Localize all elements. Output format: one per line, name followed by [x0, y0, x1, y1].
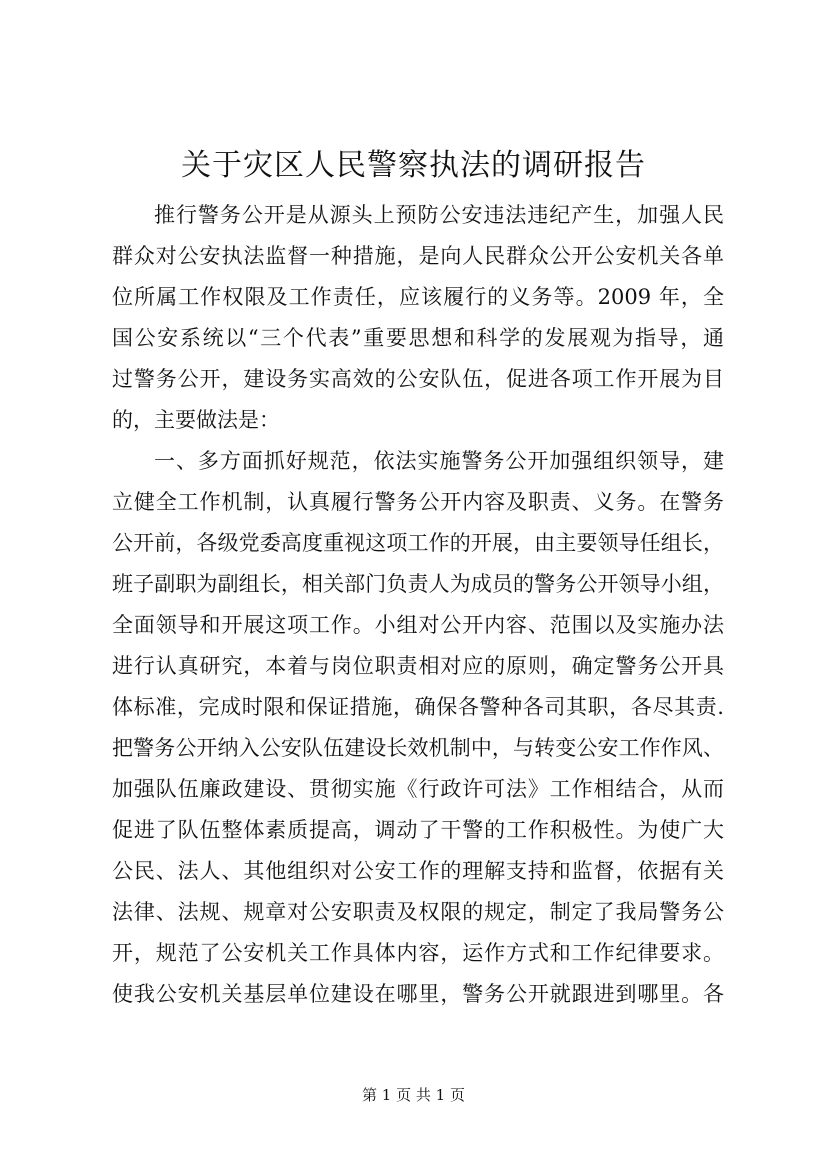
document-body	[112, 195, 724, 1015]
paragraph-1-line-6: 的，主要做法是：	[112, 408, 280, 432]
paragraph-2-line-3: 公开前，各级党委高度重视这项工作的开展，由主要领导任组长，	[112, 531, 724, 555]
page-footer: 第 1 页 共 1 页	[362, 1086, 465, 1104]
paragraph-2-line-4: 班子副职为副组长，相关部门负责人为成员的警务公开领导小组，	[112, 572, 724, 596]
paragraph-2-line-5: 全面领导和开展这项工作。小组对公开内容、范围以及实施办法	[112, 613, 724, 637]
paragraph-1-line-5: 过警务公开，建设务实高效的公安队伍，促进各项工作开展为目	[112, 367, 724, 391]
paragraph-2-line-9: 加强队伍廉政建设、贯彻实施《行政许可法》工作相结合，从而	[112, 777, 724, 801]
paragraph-1-line-2: 群众对公安执法监督一种措施，是向人民群众公开公安机关各单	[112, 244, 724, 268]
paragraph-2-line-1: 一、多方面抓好规范，依法实施警务公开加强组织领导，建	[154, 449, 724, 473]
paragraph-2-line-10: 促进了队伍整体素质提高，调动了干警的工作积极性。为使广大	[112, 818, 724, 842]
paragraph-1-line-1: 推行警务公开是从源头上预防公安违法违纪产生，加强人民	[154, 203, 724, 227]
paragraph-2-line-7: 体标准，完成时限和保证措施，确保各警种各司其职，各尽其责.	[112, 695, 724, 719]
document-title: 关于灾区人民警察执法的调研报告	[181, 148, 646, 183]
paragraph-2-line-2: 立健全工作机制，认真履行警务公开内容及职责、义务。在警务	[112, 490, 724, 514]
paragraph-2-line-11: 公民、法人、其他组织对公安工作的理解支持和监督，依据有关	[112, 859, 724, 883]
paragraph-2-line-14: 使我公安机关基层单位建设在哪里，警务公开就跟进到哪里。各	[112, 982, 724, 1006]
paragraph-1-line-4: 国公安系统以“三个代表”重要思想和科学的发展观为指导，通	[112, 326, 724, 350]
paragraph-1-line-3: 位所属工作权限及工作责任，应该履行的义务等。2009 年，全	[112, 285, 724, 309]
paragraph-2-line-6: 进行认真研究，本着与岗位职责相对应的原则，确定警务公开具	[112, 654, 724, 678]
paragraph-2-line-8: 把警务公开纳入公安队伍建设长效机制中，与转变公安工作作风、	[112, 736, 724, 760]
paragraph-2-line-13: 开，规范了公安机关工作具体内容，运作方式和工作纪律要求。	[112, 941, 724, 965]
paragraph-2-line-12: 法律、法规、规章对公安职责及权限的规定，制定了我局警务公	[112, 900, 724, 924]
